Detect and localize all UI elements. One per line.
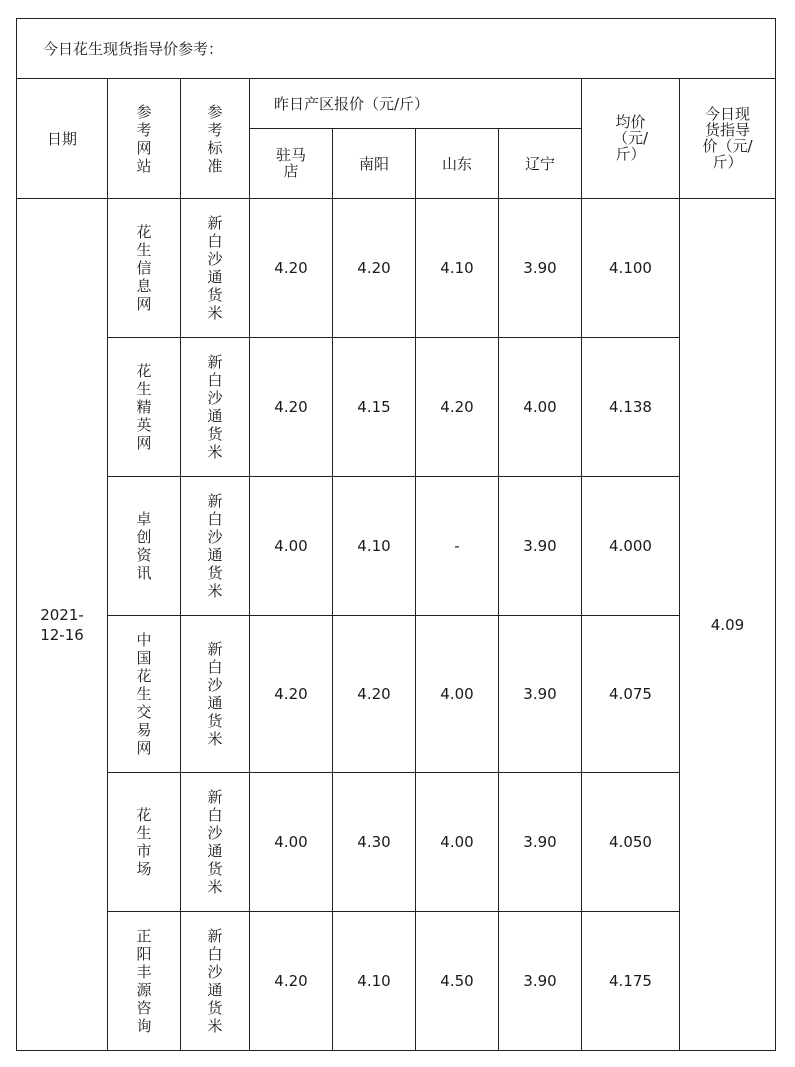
avg-price: 4.175 [582, 912, 680, 1051]
price-shandong: 4.10 [416, 199, 499, 338]
site-cell: 卓创资讯 [108, 477, 181, 616]
header-avg-price: 均价（元/斤） [582, 79, 680, 199]
site-cell: 花生信息网 [108, 199, 181, 338]
header-region-zhumadian: 驻马店 [250, 129, 333, 199]
header-standard: 参考标准 [181, 79, 250, 199]
price-nanyang: 4.10 [333, 912, 416, 1051]
price-shandong: 4.00 [416, 773, 499, 912]
avg-price: 4.138 [582, 338, 680, 477]
price-zhumadian: 4.20 [250, 199, 333, 338]
avg-price: 4.100 [582, 199, 680, 338]
header-region-nanyang: 南阳 [333, 129, 416, 199]
price-zhumadian: 4.00 [250, 773, 333, 912]
standard-cell: 新白沙通货米 [181, 773, 250, 912]
price-zhumadian: 4.00 [250, 477, 333, 616]
price-liaoning: 3.90 [499, 199, 582, 338]
header-date: 日期 [17, 79, 108, 199]
site-cell: 中国花生交易网 [108, 616, 181, 773]
standard-cell: 新白沙通货米 [181, 199, 250, 338]
price-zhumadian: 4.20 [250, 912, 333, 1051]
table-title: 今日花生现货指导价参考： [17, 19, 776, 79]
guide-price-cell: 4.09 [680, 199, 776, 1051]
site-cell: 花生市场 [108, 773, 181, 912]
avg-price: 4.075 [582, 616, 680, 773]
standard-cell: 新白沙通货米 [181, 477, 250, 616]
price-nanyang: 4.20 [333, 616, 416, 773]
price-liaoning: 3.90 [499, 773, 582, 912]
price-shandong: 4.20 [416, 338, 499, 477]
standard-cell: 新白沙通货米 [181, 616, 250, 773]
price-liaoning: 4.00 [499, 338, 582, 477]
price-nanyang: 4.10 [333, 477, 416, 616]
date-cell: 2021-12-16 [17, 199, 108, 1051]
price-nanyang: 4.20 [333, 199, 416, 338]
table-row [17, 616, 776, 773]
price-liaoning: 3.90 [499, 477, 582, 616]
header-site: 参考网站 [108, 79, 181, 199]
price-shandong: 4.00 [416, 616, 499, 773]
table-row [17, 773, 776, 912]
price-shandong: 4.50 [416, 912, 499, 1051]
price-table [16, 18, 776, 1051]
table-row [17, 477, 776, 616]
header-region-shandong: 山东 [416, 129, 499, 199]
avg-price: 4.050 [582, 773, 680, 912]
price-zhumadian: 4.20 [250, 616, 333, 773]
price-liaoning: 3.90 [499, 912, 582, 1051]
standard-cell: 新白沙通货米 [181, 912, 250, 1051]
price-nanyang: 4.30 [333, 773, 416, 912]
header-region-liaoning: 辽宁 [499, 129, 582, 199]
price-zhumadian: 4.20 [250, 338, 333, 477]
table-row [17, 338, 776, 477]
avg-price: 4.000 [582, 477, 680, 616]
header-guide-price: 今日现货指导价（元/斤） [680, 79, 776, 199]
price-shandong: - [416, 477, 499, 616]
price-liaoning: 3.90 [499, 616, 582, 773]
price-nanyang: 4.15 [333, 338, 416, 477]
header-yesterday-quotes: 昨日产区报价（元/斤） [250, 79, 582, 129]
table-row [17, 912, 776, 1051]
table-row [17, 199, 776, 338]
site-cell: 花生精英网 [108, 338, 181, 477]
standard-cell: 新白沙通货米 [181, 338, 250, 477]
site-cell: 正阳丰源咨询 [108, 912, 181, 1051]
